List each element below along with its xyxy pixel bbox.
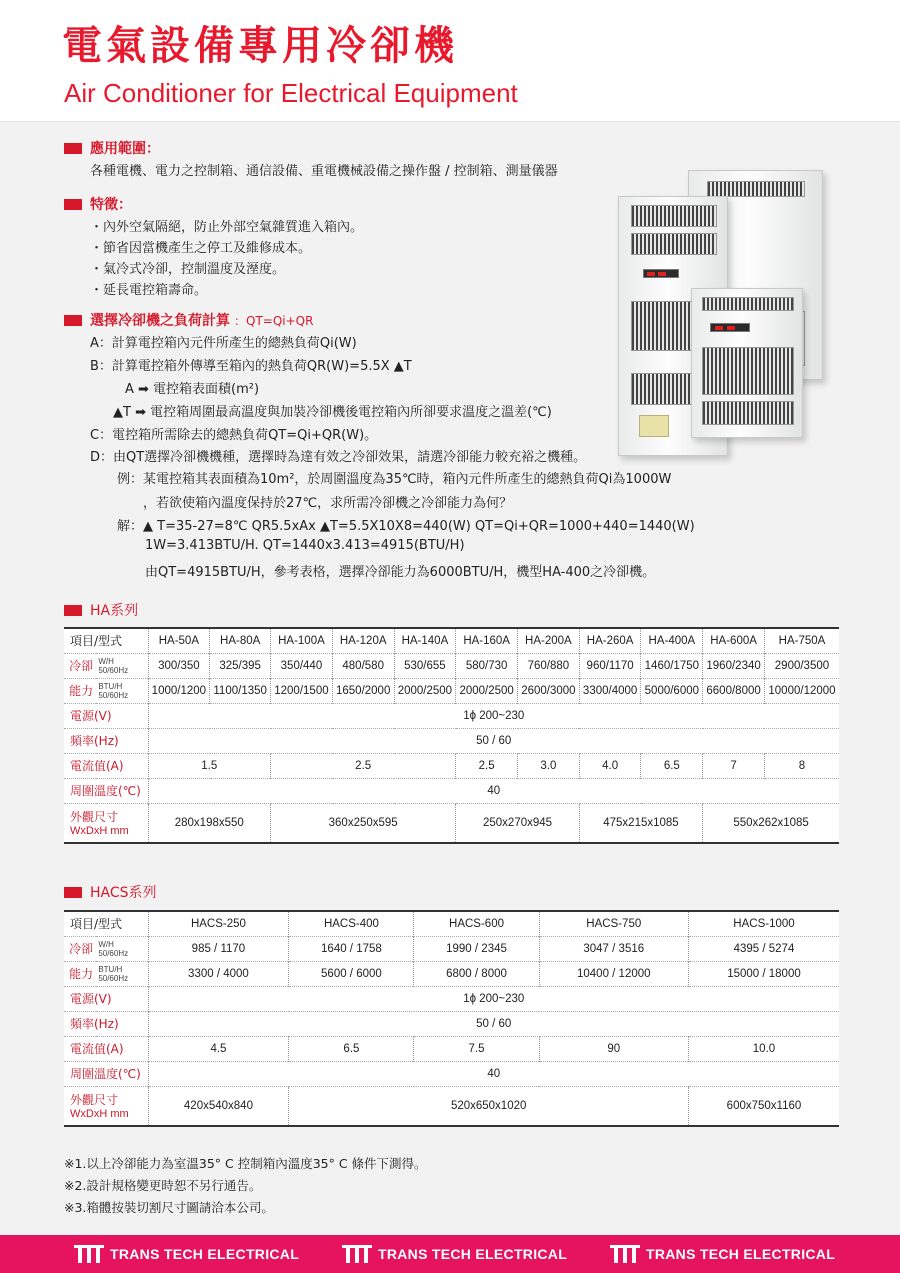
- table-row: [64, 1011, 839, 1036]
- value-cell: 1960/2340: [703, 653, 765, 678]
- calc-line: C：電控箱所需除去的總熱負荷QT=Qi+QR(W)。: [90, 428, 378, 443]
- product-image: [618, 170, 833, 475]
- value-cell: 2.5: [456, 753, 518, 778]
- value-cell: 475x215x1085: [579, 803, 702, 843]
- unit-label: W/H 50/60Hz: [96, 653, 148, 678]
- value-cell: 6.5: [289, 1036, 414, 1061]
- model-cell: HA-200A: [518, 628, 580, 653]
- value-cell: 3300 / 4000: [148, 961, 289, 986]
- section-marker-icon: [64, 605, 82, 616]
- value-cell: 10000/12000: [764, 678, 839, 703]
- value-cell: 520x650x1020: [289, 1086, 689, 1126]
- value-cell: 5600 / 6000: [289, 961, 414, 986]
- value-cell: 2600/3000: [518, 678, 580, 703]
- page-subtitle: Air Conditioner for Electrical Equipment: [64, 78, 518, 108]
- features-heading: 特徵：: [64, 194, 132, 214]
- calc-heading: 選擇冷卻機之負荷計算 ：QT=Qi+QR: [64, 310, 313, 330]
- value-cell: 2900/3500: [764, 653, 839, 678]
- table-row: [64, 653, 839, 678]
- table-row: [64, 936, 839, 961]
- models-label: 項目/型式: [64, 628, 148, 653]
- row-label: 電源(V): [64, 986, 148, 1011]
- calc-line: A：計算電控箱內元件所產生的總熱負荷Qi(W): [90, 336, 357, 351]
- calc-line: A ➡ 電控箱表面積(m²): [125, 382, 260, 397]
- value-cell: 6.5: [641, 753, 703, 778]
- table-row: [64, 628, 839, 653]
- value-cell: 4395 / 5274: [688, 936, 839, 961]
- value-cell: 480/580: [332, 653, 394, 678]
- table-row: [64, 986, 839, 1011]
- logo-icon: [342, 1245, 372, 1263]
- table-row: [64, 703, 839, 728]
- model-cell: HA-260A: [579, 628, 641, 653]
- value-cell: 280x198x550: [148, 803, 271, 843]
- table-row: [64, 728, 839, 753]
- row-label: 電源(V): [64, 703, 148, 728]
- value-cell: 550x262x1085: [703, 803, 839, 843]
- value-cell: 1ϕ 200~230: [148, 703, 839, 728]
- calc-formula: ：QT=Qi+QR: [234, 313, 314, 328]
- model-cell: HA-750A: [764, 628, 839, 653]
- hacs-heading: HACS系列: [64, 882, 157, 902]
- row-label: 外觀尺寸 WxDxH mm: [64, 803, 148, 843]
- value-cell: 3.0: [518, 753, 580, 778]
- footer-brand: TRANS TECH ELECTRICAL: [610, 1245, 835, 1263]
- model-cell: HACS-1000: [688, 911, 839, 936]
- cabinet-front: [691, 288, 803, 438]
- value-cell: 3047 / 3516: [539, 936, 688, 961]
- group-label: 能力: [64, 678, 96, 703]
- note-item: ※2.設計規格變更時恕不另行通告。: [64, 1178, 262, 1193]
- note-item: ※1.以上冷卻能力為室溫35° C 控制箱內溫度35° C 條件下測得。: [64, 1156, 427, 1171]
- model-cell: HA-80A: [210, 628, 271, 653]
- page-title: 電氣設備專用冷卻機: [62, 23, 458, 69]
- row-label: 電流值(A): [64, 753, 148, 778]
- model-cell: HA-120A: [332, 628, 394, 653]
- unit-label: BTU/H 50/60Hz: [96, 961, 148, 986]
- model-cell: HA-50A: [148, 628, 210, 653]
- model-cell: HACS-600: [414, 911, 539, 936]
- calc-line: B：計算電控箱外傳導至箱內的熱負荷QR(W)=5.5X ▲T: [90, 359, 412, 374]
- section-marker-icon: [64, 143, 82, 154]
- ha-spec-table: [64, 627, 839, 844]
- model-cell: HA-160A: [456, 628, 518, 653]
- calc-line: 由QT=4915BTU/H，參考表格，選擇冷卻能力為6000BTU/H，機型HA-400之冷卻機。: [145, 565, 656, 580]
- value-cell: 90: [539, 1036, 688, 1061]
- value-cell: 15000 / 18000: [688, 961, 839, 986]
- row-label: 頻率(Hz): [64, 1011, 148, 1036]
- table-row: [64, 778, 839, 803]
- logo-icon: [610, 1245, 640, 1263]
- value-cell: 1ϕ 200~230: [148, 986, 839, 1011]
- value-cell: 350/440: [271, 653, 333, 678]
- application-text: 各種電機、電力之控制箱、通信設備、重電機械設備之操作盤 / 控制箱、測量儀器: [90, 164, 558, 179]
- group-label: 冷卻: [64, 936, 96, 961]
- application-heading: 應用範圍：: [64, 138, 160, 158]
- value-cell: 1200/1500: [271, 678, 333, 703]
- value-cell: 420x540x840: [148, 1086, 289, 1126]
- feature-item: ・內外空氣隔絕，防止外部空氣雜質進入箱內。: [90, 220, 364, 235]
- value-cell: 50 / 60: [148, 728, 839, 753]
- value-cell: 250x270x945: [456, 803, 579, 843]
- hacs-spec-table: [64, 910, 839, 1127]
- calc-line: 1W=3.413BTU/H. QT=1440x3.413=4915(BTU/H): [145, 538, 465, 553]
- row-label: 頻率(Hz): [64, 728, 148, 753]
- group-label: 冷卻: [64, 653, 96, 678]
- models-label: 項目/型式: [64, 911, 148, 936]
- logo-icon: [74, 1245, 104, 1263]
- value-cell: 530/655: [394, 653, 456, 678]
- value-cell: 2000/2500: [394, 678, 456, 703]
- value-cell: 960/1170: [579, 653, 641, 678]
- page-header: [0, 0, 900, 122]
- section-marker-icon: [64, 887, 82, 898]
- calc-line: 解：▲ T=35-27=8℃ QR5.5xAx ▲T=5.5X10X8=440(W) QT=Qi+QR=1000+440=1440(W): [117, 519, 695, 534]
- section-marker-icon: [64, 315, 82, 326]
- section-marker-icon: [64, 199, 82, 210]
- model-cell: HACS-250: [148, 911, 289, 936]
- value-cell: 1000/1200: [148, 678, 210, 703]
- table-row: [64, 753, 839, 778]
- value-cell: 1100/1350: [210, 678, 271, 703]
- calc-line: 例：某電控箱其表面積為10m²，於周圍溫度為35℃時，箱內元件所產生的總熱負荷Qi為1000W: [117, 472, 672, 487]
- value-cell: 10.0: [688, 1036, 839, 1061]
- table-row: [64, 1061, 839, 1086]
- table-row: [64, 803, 839, 843]
- footer-brand: TRANS TECH ELECTRICAL: [342, 1245, 567, 1263]
- value-cell: 8: [764, 753, 839, 778]
- content-area: [0, 122, 900, 1235]
- table-row: [64, 911, 839, 936]
- footer-brand: TRANS TECH ELECTRICAL: [74, 1245, 299, 1263]
- value-cell: 760/880: [518, 653, 580, 678]
- row-label: 電流值(A): [64, 1036, 148, 1061]
- model-cell: HA-600A: [703, 628, 765, 653]
- table-row: [64, 678, 839, 703]
- value-cell: 1990 / 2345: [414, 936, 539, 961]
- group-label: 能力: [64, 961, 96, 986]
- feature-item: ・氣冷式冷卻，控制溫度及溼度。: [90, 262, 286, 277]
- value-cell: 6600/8000: [703, 678, 765, 703]
- model-cell: HA-400A: [641, 628, 703, 653]
- feature-item: ・延長電控箱壽命。: [90, 283, 208, 298]
- row-label: 周圍溫度(℃): [64, 1061, 148, 1086]
- value-cell: 3300/4000: [579, 678, 641, 703]
- model-cell: HA-100A: [271, 628, 333, 653]
- feature-item: ・節省因當機產生之停工及維修成本。: [90, 241, 312, 256]
- value-cell: 1640 / 1758: [289, 936, 414, 961]
- ha-heading: HA系列: [64, 600, 138, 620]
- value-cell: 600x750x1160: [688, 1086, 839, 1126]
- value-cell: 2000/2500: [456, 678, 518, 703]
- value-cell: 6800 / 8000: [414, 961, 539, 986]
- value-cell: 40: [148, 778, 839, 803]
- model-cell: HACS-750: [539, 911, 688, 936]
- model-cell: HACS-400: [289, 911, 414, 936]
- note-item: ※3.箱體按裝切割尺寸圖請洽本公司。: [64, 1200, 274, 1215]
- value-cell: 40: [148, 1061, 839, 1086]
- table-row: [64, 1086, 839, 1126]
- value-cell: 7: [703, 753, 765, 778]
- model-cell: HA-140A: [394, 628, 456, 653]
- value-cell: 4.0: [579, 753, 641, 778]
- value-cell: 1650/2000: [332, 678, 394, 703]
- value-cell: 7.5: [414, 1036, 539, 1061]
- unit-label: W/H 50/60Hz: [96, 936, 148, 961]
- row-label: 外觀尺寸 WxDxH mm: [64, 1086, 148, 1126]
- value-cell: 300/350: [148, 653, 210, 678]
- value-cell: 1.5: [148, 753, 271, 778]
- value-cell: 580/730: [456, 653, 518, 678]
- value-cell: 50 / 60: [148, 1011, 839, 1036]
- table-row: [64, 961, 839, 986]
- value-cell: 2.5: [271, 753, 456, 778]
- row-label: 周圍溫度(℃): [64, 778, 148, 803]
- unit-label: BTU/H 50/60Hz: [96, 678, 148, 703]
- value-cell: 985 / 1170: [148, 936, 289, 961]
- value-cell: 325/395: [210, 653, 271, 678]
- calc-line: D：由QT選擇冷卻機機種，選擇時為達有效之冷卻效果，請選冷卻能力較充裕之機種。: [90, 450, 587, 465]
- value-cell: 5000/6000: [641, 678, 703, 703]
- calc-line: ▲T ➡ 電控箱周圍最高溫度與加裝冷卻機後電控箱內所卻要求溫度之溫差(℃): [113, 405, 552, 420]
- value-cell: 1460/1750: [641, 653, 703, 678]
- value-cell: 4.5: [148, 1036, 289, 1061]
- calc-line: ，若欲使箱內溫度保持於27℃，求所需冷卻機之冷卻能力為何？: [143, 496, 513, 511]
- value-cell: 10400 / 12000: [539, 961, 688, 986]
- value-cell: 360x250x595: [271, 803, 456, 843]
- footer-bar: [0, 1235, 900, 1273]
- table-row: [64, 1036, 839, 1061]
